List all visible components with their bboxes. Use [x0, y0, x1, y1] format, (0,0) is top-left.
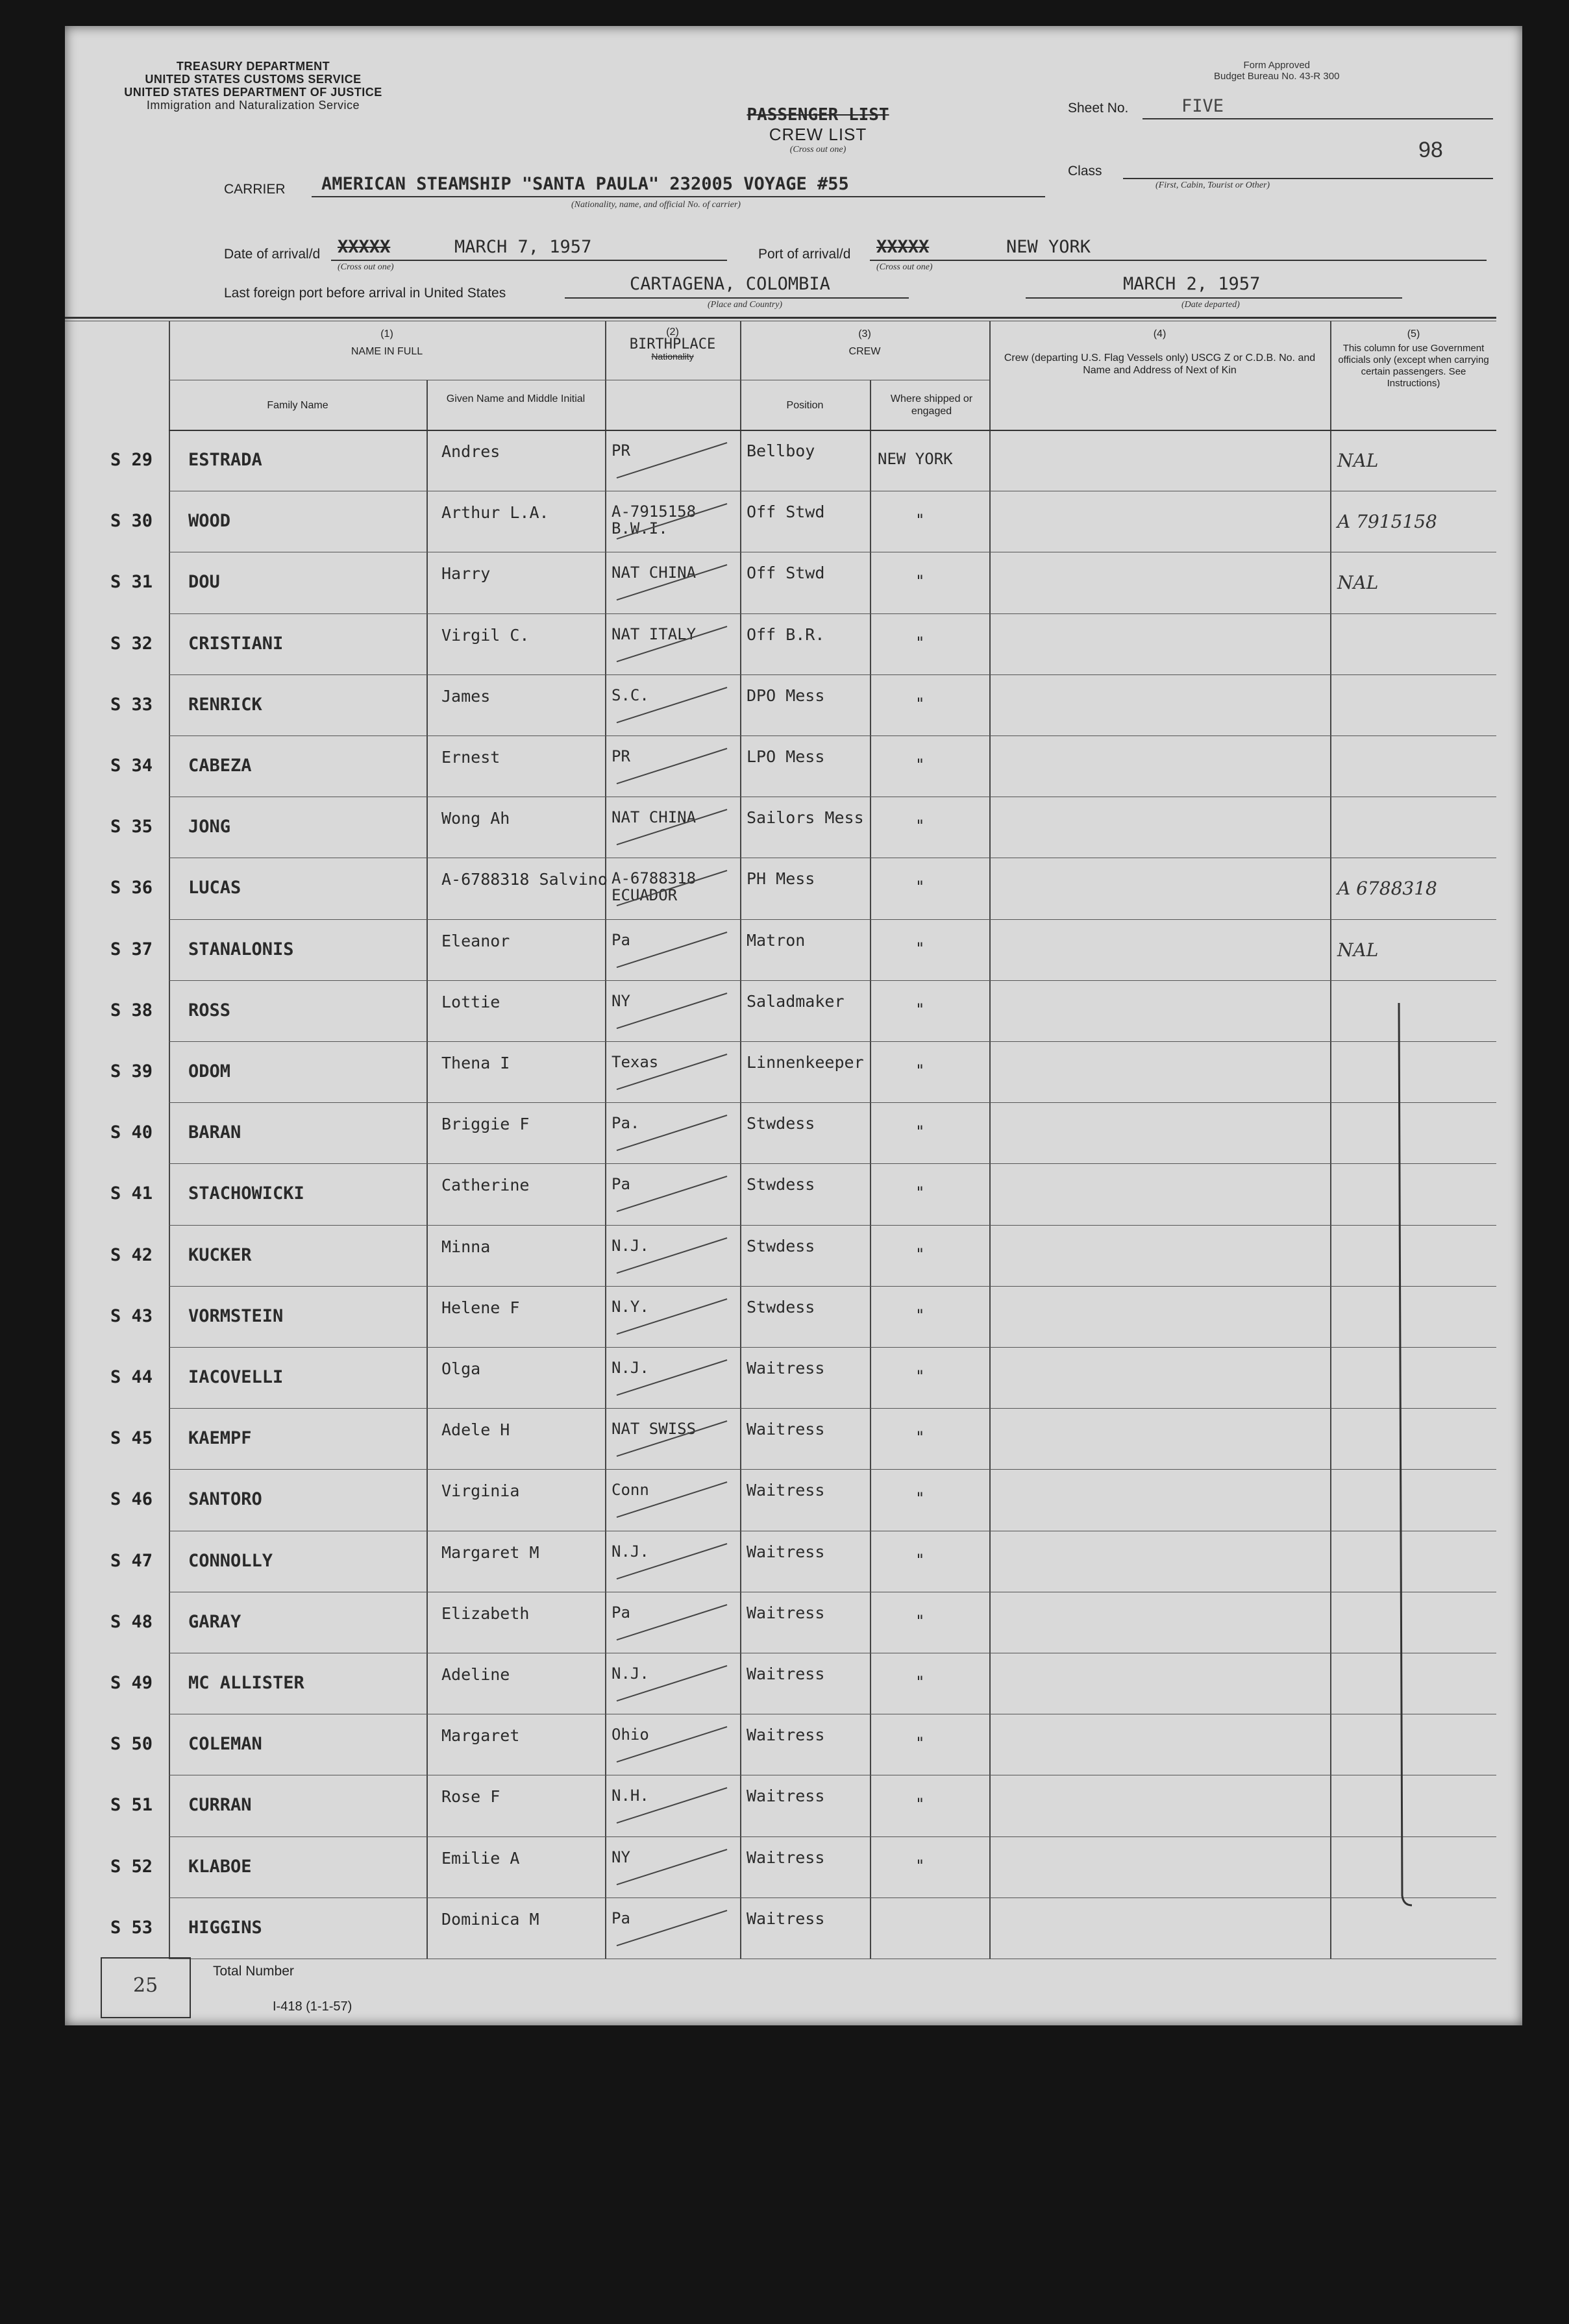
row-number: S 36 — [110, 878, 153, 898]
family-name: GARAY — [188, 1611, 241, 1632]
where-shipped: " — [915, 1367, 925, 1386]
birthplace: Conn — [612, 1481, 649, 1500]
position: Waitress — [747, 1481, 825, 1500]
birthplace: NY — [612, 991, 630, 1010]
row-number: S 38 — [110, 1000, 153, 1020]
given-name: Rose F — [441, 1787, 500, 1807]
given-name: Andres — [441, 442, 500, 462]
family-name: STANALONIS — [188, 939, 294, 959]
where-shipped: " — [915, 511, 925, 530]
where-shipped: " — [915, 939, 925, 958]
family-name: VORMSTEIN — [188, 1305, 284, 1326]
col3-num: (3) — [858, 328, 871, 340]
total-box — [101, 1957, 191, 2018]
form-approved-line-2: Budget Bureau No. 43-R 300 — [1214, 71, 1340, 82]
row-number: S 39 — [110, 1061, 153, 1082]
family-name: LUCAS — [188, 878, 241, 898]
position: Waitress — [747, 1909, 825, 1928]
position: Off Stwd — [747, 502, 825, 522]
row-number: S 53 — [110, 1917, 153, 1938]
birthplace: N.H. — [612, 1786, 649, 1805]
form-number: I-418 (1-1-57) — [273, 1999, 352, 2014]
family-name: SANTORO — [188, 1489, 262, 1510]
total-value: 25 — [133, 1974, 158, 1997]
crew-list-title: CREW LIST — [769, 125, 867, 144]
class-hint: (First, Cabin, Tourist or Other) — [1155, 180, 1270, 190]
position: Waitress — [747, 1786, 825, 1806]
where-shipped: " — [915, 1122, 925, 1141]
position: Sailors Mess — [747, 808, 864, 828]
position: Waitress — [747, 1725, 825, 1745]
col2-struck: Nationality — [651, 351, 694, 362]
birthplace: A-7915158 B.W.I. — [612, 502, 697, 538]
document-page — [65, 26, 1522, 2025]
given-name: Thena I — [441, 1054, 510, 1073]
arrival-date: MARCH 7, 1957 — [454, 237, 592, 257]
family-name: HIGGINS — [188, 1917, 262, 1938]
where-shipped: " — [915, 1183, 925, 1202]
position: Saladmaker — [747, 991, 845, 1011]
col5-num: (5) — [1407, 328, 1420, 340]
row-number: S 42 — [110, 1244, 153, 1265]
position: Stwdess — [747, 1175, 815, 1194]
col4-num: (4) — [1153, 328, 1167, 340]
col2-title: BIRTHPLACE — [629, 336, 716, 352]
birthplace: A-6788318 ECUADOR — [612, 869, 697, 905]
row-number: S 50 — [110, 1734, 153, 1755]
family-name: KAEMPF — [188, 1428, 252, 1449]
passenger-list-struck: PASSENGER LIST — [747, 105, 889, 125]
form-approved-line-1: Form Approved — [1243, 60, 1310, 71]
given-name: Emilie A — [441, 1848, 520, 1868]
row-number: S 31 — [110, 572, 153, 593]
given-name: Wong Ah — [441, 809, 510, 828]
family-name: KUCKER — [188, 1244, 252, 1265]
birthplace: Ohio — [612, 1725, 649, 1744]
birthplace: S.C. — [612, 686, 649, 704]
position: Waitress — [747, 1603, 825, 1622]
row-number: S 33 — [110, 694, 153, 715]
family-name: BARAN — [188, 1122, 241, 1143]
where-shipped: " — [915, 1061, 925, 1080]
family-name: DOU — [188, 572, 220, 593]
birthplace: N.J. — [612, 1359, 649, 1378]
given-name: Minna — [441, 1237, 491, 1256]
birthplace: Texas — [612, 1053, 659, 1072]
col1-num: (1) — [380, 328, 393, 340]
last-port-label: Last foreign port before arrival in United States — [224, 286, 506, 301]
departed-value: MARCH 2, 1957 — [1123, 274, 1261, 294]
port-label: Port of arrival/d — [758, 247, 851, 262]
family-name: ODOM — [188, 1061, 231, 1082]
col3-shipped-heading: Where shipped or engaged — [890, 393, 973, 417]
date-struck: XXXXX — [338, 237, 391, 257]
birthplace: NAT ITALY — [612, 624, 697, 643]
where-shipped: " — [915, 817, 925, 835]
where-shipped: " — [915, 1856, 925, 1875]
family-name: JONG — [188, 817, 231, 837]
given-name: Margaret — [441, 1726, 520, 1746]
where-shipped: " — [915, 572, 925, 591]
given-name: Ernest — [441, 748, 500, 767]
given-name: A-6788318 Salvino — [441, 870, 608, 889]
given-name: Briggie F — [441, 1115, 530, 1134]
row-number: S 48 — [110, 1611, 153, 1632]
row-number: S 52 — [110, 1856, 153, 1877]
col4-text: Crew (departing U.S. Flag Vessels only) USCG Z or C.D.B. No. and Name and Address of Next of Kin — [1004, 352, 1316, 376]
carrier-label: CARRIER — [224, 182, 286, 197]
carrier-value: AMERICAN STEAMSHIP "SANTA PAULA" 232005 VOYAGE #55 — [321, 174, 849, 194]
where-shipped: " — [915, 1673, 925, 1692]
birthplace: NAT SWISS — [612, 1420, 697, 1439]
agency-line-4: Immigration and Naturalization Service — [146, 99, 360, 112]
family-name: ROSS — [188, 1000, 231, 1020]
where-shipped: " — [915, 1428, 925, 1447]
where-shipped: " — [915, 1611, 925, 1630]
position: Waitress — [747, 1542, 825, 1561]
position: Stwdess — [747, 1114, 815, 1133]
family-name: WOOD — [188, 511, 231, 532]
date-label: Date of arrival/d — [224, 247, 321, 262]
family-name: STACHOWICKI — [188, 1183, 304, 1204]
where-shipped: " — [915, 756, 925, 774]
official-note: NAL — [1337, 939, 1379, 961]
family-name: CABEZA — [188, 756, 252, 776]
official-note: A 7915158 — [1337, 511, 1437, 533]
given-name: Eleanor — [441, 931, 510, 950]
position: Off Stwd — [747, 563, 825, 583]
family-name: CRISTIANI — [188, 633, 284, 654]
annotation-marks — [65, 26, 1522, 2025]
given-name: Helene F — [441, 1298, 520, 1317]
where-shipped: NEW YORK — [878, 450, 953, 469]
official-note: A 6788318 — [1337, 878, 1437, 900]
family-name: IACOVELLI — [188, 1367, 284, 1388]
where-shipped: " — [915, 1734, 925, 1753]
position: Linnenkeeper — [747, 1053, 864, 1072]
agency-line-3: UNITED STATES DEPARTMENT OF JUSTICE — [124, 86, 382, 99]
given-name: Margaret M — [441, 1542, 539, 1562]
position: Matron — [747, 930, 806, 950]
col3-title: CREW — [848, 346, 881, 357]
page-number: 98 — [1418, 138, 1443, 162]
where-shipped: " — [915, 1305, 925, 1324]
row-number: S 49 — [110, 1673, 153, 1694]
row-number: S 51 — [110, 1795, 153, 1816]
agency-line-1: TREASURY DEPARTMENT — [176, 60, 330, 73]
birthplace: NY — [612, 1848, 630, 1866]
position: Waitress — [747, 1420, 825, 1439]
birthplace: Pa — [612, 1175, 630, 1194]
departed-hint: (Date departed) — [1181, 300, 1240, 310]
position: Bellboy — [747, 441, 815, 461]
position: PH Mess — [747, 869, 815, 889]
where-shipped: " — [915, 1489, 925, 1508]
birthplace: Pa — [612, 930, 630, 949]
birthplace: Pa — [612, 1909, 630, 1927]
where-shipped: " — [915, 694, 925, 713]
birthplace: Pa — [612, 1603, 630, 1622]
given-name: Elizabeth — [441, 1603, 530, 1623]
where-shipped: " — [915, 1550, 925, 1569]
birthplace: N.J. — [612, 1542, 649, 1561]
col2-num: (2) — [666, 327, 679, 338]
port-struck: XXXXX — [876, 237, 930, 257]
cross-out-hint: (Cross out one) — [789, 145, 846, 155]
row-number: S 37 — [110, 939, 153, 959]
row-number: S 44 — [110, 1367, 153, 1388]
row-number: S 32 — [110, 633, 153, 654]
birthplace: N.J. — [612, 1236, 649, 1255]
given-name: James — [441, 686, 491, 706]
given-name: Catherine — [441, 1176, 530, 1195]
row-number: S 46 — [110, 1489, 153, 1510]
family-name: CURRAN — [188, 1795, 252, 1816]
family-name: ESTRADA — [188, 450, 262, 471]
row-number: S 34 — [110, 756, 153, 776]
position: DPO Mess — [747, 686, 825, 705]
position: Stwdess — [747, 1236, 815, 1255]
row-number: S 40 — [110, 1122, 153, 1143]
agency-line-2: UNITED STATES CUSTOMS SERVICE — [145, 73, 362, 86]
given-name: Dominica M — [441, 1909, 539, 1929]
class-label: Class — [1068, 164, 1102, 179]
given-name: Adeline — [441, 1665, 510, 1685]
date-hint: (Cross out one) — [338, 262, 394, 272]
where-shipped: " — [915, 633, 925, 652]
given-name: Harry — [441, 564, 491, 584]
official-note: NAL — [1337, 572, 1379, 594]
given-name: Virgil C. — [441, 625, 530, 645]
position: Waitress — [747, 1359, 825, 1378]
position: Waitress — [747, 1664, 825, 1684]
row-number: S 30 — [110, 511, 153, 532]
arrival-port: NEW YORK — [1006, 237, 1091, 257]
row-number: S 41 — [110, 1183, 153, 1204]
birthplace: PR — [612, 441, 630, 460]
where-shipped: " — [915, 1795, 925, 1814]
last-port-value: CARTAGENA, COLOMBIA — [630, 274, 830, 294]
family-name: MC ALLISTER — [188, 1673, 304, 1694]
position: Waitress — [747, 1848, 825, 1867]
row-number: S 47 — [110, 1550, 153, 1571]
sheet-value: FIVE — [1181, 96, 1224, 116]
row-number: S 35 — [110, 817, 153, 837]
position: Stwdess — [747, 1297, 815, 1317]
family-name: RENRICK — [188, 694, 262, 715]
birthplace: N.J. — [612, 1664, 649, 1683]
where-shipped: " — [915, 1000, 925, 1019]
row-number: S 45 — [110, 1428, 153, 1449]
col1-title: NAME IN FULL — [351, 346, 423, 357]
given-name: Adele H — [441, 1420, 510, 1440]
carrier-hint: (Nationality, name, and official No. of carrier) — [571, 200, 741, 210]
col1-given-heading: Given Name and Middle Initial — [446, 393, 586, 404]
last-port-hint: (Place and Country) — [708, 300, 783, 310]
col5-text: This column for use Government officials only (except when carrying certain passengers. See Instructions) — [1338, 343, 1489, 389]
row-number: S 29 — [110, 450, 153, 471]
col1-family-heading: Family Name — [267, 400, 328, 411]
given-name: Virginia — [441, 1481, 520, 1501]
family-name: CONNOLLY — [188, 1550, 273, 1571]
given-name: Olga — [441, 1359, 481, 1379]
birthplace: NAT CHINA — [612, 563, 697, 582]
family-name: KLABOE — [188, 1856, 252, 1877]
col3-position-heading: Position — [786, 400, 824, 411]
where-shipped: " — [915, 878, 925, 896]
port-hint: (Cross out one) — [876, 262, 933, 272]
position: LPO Mess — [747, 747, 825, 767]
official-note: NAL — [1337, 450, 1379, 472]
birthplace: PR — [612, 747, 630, 766]
sheet-label: Sheet No. — [1068, 101, 1129, 116]
position: Off B.R. — [747, 624, 825, 644]
family-name: COLEMAN — [188, 1734, 262, 1755]
birthplace: NAT CHINA — [612, 808, 697, 827]
birthplace: Pa. — [612, 1114, 640, 1133]
row-number: S 43 — [110, 1305, 153, 1326]
given-name: Arthur L.A. — [441, 503, 549, 523]
birthplace: N.Y. — [612, 1297, 649, 1316]
where-shipped: " — [915, 1244, 925, 1263]
total-label: Total Number — [213, 1964, 294, 1979]
given-name: Lottie — [441, 992, 500, 1011]
